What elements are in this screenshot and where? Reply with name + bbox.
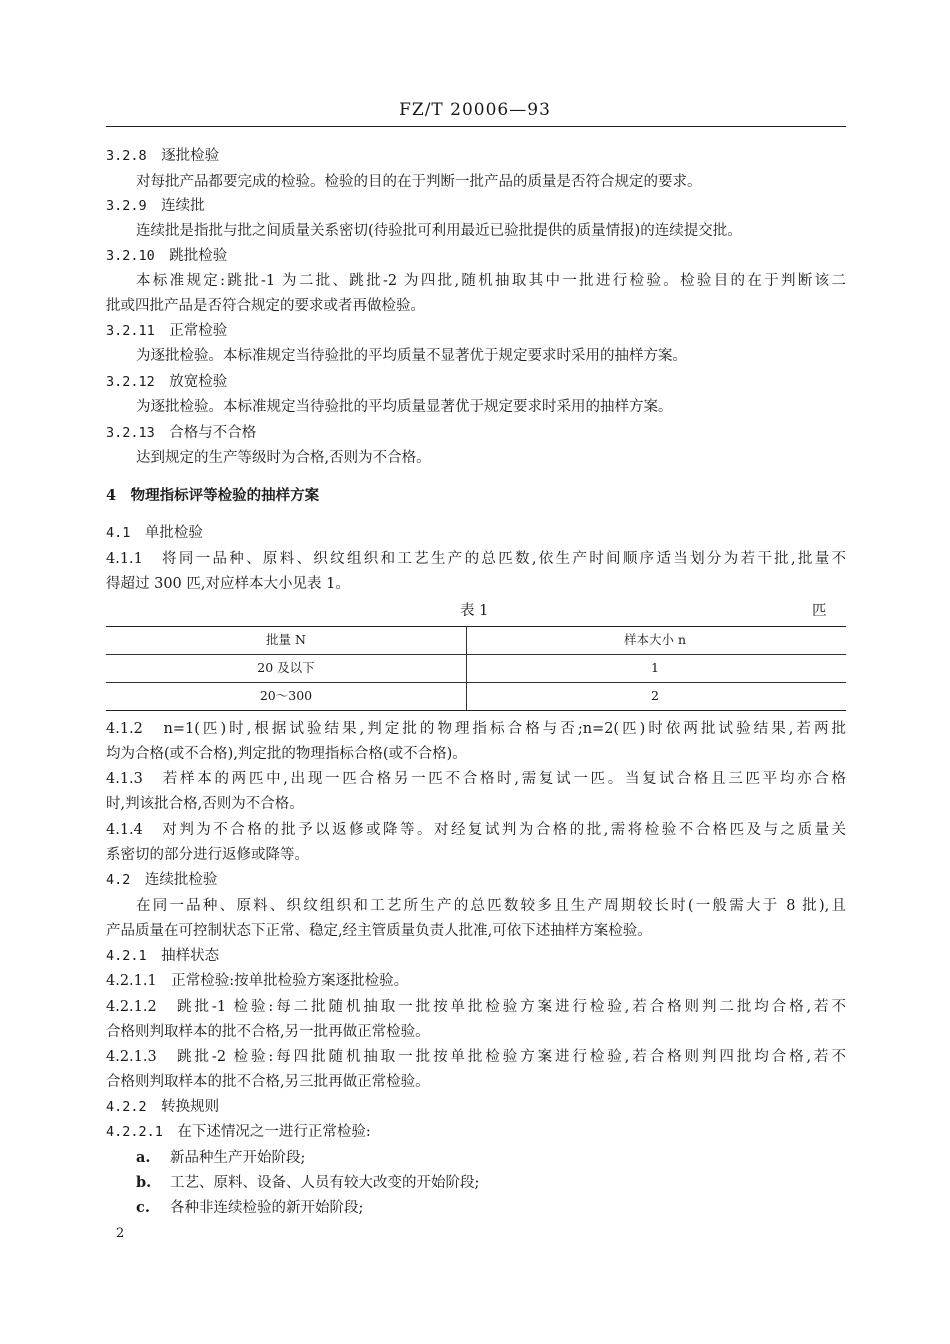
table-cell: 20 及以下 <box>257 660 315 675</box>
section-4-1-2-line1: 4.1.2 n=1(匹)时,根据试验结果,判定批的物理指标合格与否;n=2(匹)时依两批试验结果,若两批 <box>106 721 846 737</box>
table-header-sample-size: 样本大小 n <box>623 632 687 647</box>
section-4-1-2-line2: 均为合格(或不合格),判定批的物理指标合格(或不合格)。 <box>106 746 467 762</box>
section-3-2-9-body: 连续批是指批与批之间质量关系密切(待验批可利用最近已验批提供的质量情报)的连续提交批。 <box>136 223 742 239</box>
section-4-1-1-line1: 4.1.1 将同一品种、原料、织纹组织和工艺生产的总匹数,依生产时间顺序适当划分为若干批,批量不 <box>106 551 846 567</box>
section-3-2-12-body: 为逐批检验。本标准规定当待验批的平均质量显著优于规定要求时采用的抽样方案。 <box>136 399 673 415</box>
list-item-text: 新品种生产开始阶段; <box>170 1150 306 1166</box>
table-unit: 匹 <box>812 603 827 619</box>
section-4-2-1-2-line2: 合格则判取样本的批不合格,另一批再做正常检验。 <box>106 1024 430 1040</box>
section-4-2-1-1-line1: 4.2.1.1 正常检验:按单批检验方案逐批检验。 <box>106 973 409 989</box>
section-4-2-2-heading: 4.2.2 转换规则 <box>106 1099 220 1115</box>
section-3-2-11-heading: 3.2.11 正常检验 <box>106 323 228 339</box>
table-top-rule <box>106 626 846 627</box>
section-4-2-1-3-line1: 4.2.1.3 跳批-2 检验:每四批随机抽取一批按单批检验方案进行检验,若合格则判四批均合格,若不 <box>106 1049 846 1065</box>
list-item-label: a. <box>136 1149 151 1166</box>
list-item-label: b. <box>136 1174 152 1191</box>
section-3-2-9-heading: 3.2.9 连续批 <box>106 198 205 214</box>
section-3-2-13-heading: 3.2.13 合格与不合格 <box>106 425 257 441</box>
table-cell: 20～300 <box>259 688 313 703</box>
section-3-2-10-body-line2: 批或四批产品是否符合规定的要求或者再做检验。 <box>106 298 425 314</box>
table-column-divider <box>466 626 467 710</box>
section-3-2-8-body: 对每批产品都要完成的检验。检验的目的在于判断一批产品的质量是否符合规定的要求。 <box>136 174 702 190</box>
section-3-2-10-body-line1: 本标准规定:跳批-1 为二批、跳批-2 为四批,随机抽取其中一批进行检验。检验目的在于判断该二 <box>136 273 846 289</box>
section-4-2-1-2-line1: 4.2.1.2 跳批-1 检验:每二批随机抽取一批按单批检验方案进行检验,若合格则判二批均合格,若不 <box>106 999 846 1015</box>
section-4-2-2-1-heading: 4.2.2.1 在下述情况之一进行正常检验: <box>106 1124 371 1140</box>
section-3-2-8-heading: 3.2.8 逐批检验 <box>106 148 220 164</box>
page-number: 2 <box>116 1226 125 1241</box>
table-caption: 表 1 <box>460 603 489 619</box>
section-4-1-4-line2: 系密切的部分进行返修或降等。 <box>106 847 309 863</box>
section-3-2-10-heading: 3.2.10 跳批检验 <box>106 248 228 264</box>
section-4-2-1-3-line2: 合格则判取样本的批不合格,另三批再做正常检验。 <box>106 1074 430 1090</box>
section-4-1-1-line2: 得超过 300 匹,对应样本大小见表 1。 <box>106 576 350 592</box>
table-bottom-rule <box>106 710 846 711</box>
section-4-1-3-line2: 时,判该批合格,否则为不合格。 <box>106 796 304 812</box>
list-item-text: 工艺、原料、设备、人员有较大改变的开始阶段; <box>170 1175 480 1191</box>
table-cell: 2 <box>651 688 659 703</box>
section-4-2-line2: 产品质量在可控制状态下正常、稳定,经主管质量负责人批准,可依下述抽样方案检验。 <box>106 923 652 939</box>
list-item-label: c. <box>136 1199 150 1216</box>
standard-header: FZ/T 20006—93 <box>399 100 551 120</box>
section-3-2-13-body: 达到规定的生产等级时为合格,否则为不合格。 <box>136 450 431 466</box>
section-4-1-heading: 4.1 单批检验 <box>106 525 203 541</box>
section-4-2-line1: 在同一品种、原料、织纹组织和工艺所生产的总匹数较多且生产周期较长时(一般需大于 8 批),且 <box>136 898 846 914</box>
table-header-batch-size: 批量 N <box>266 632 306 647</box>
section-3-2-11-body: 为逐批检验。本标准规定当待验批的平均质量不显著优于规定要求时采用的抽样方案。 <box>136 348 687 364</box>
header-rule <box>106 126 846 127</box>
section-4-heading: 4 物理指标评等检验的抽样方案 <box>106 487 320 504</box>
section-4-2-1-heading: 4.2.1 抽样状态 <box>106 948 220 964</box>
table-header-rule <box>106 654 846 655</box>
section-4-1-3-line1: 4.1.3 若样本的两匹中,出现一匹合格另一匹不合格时,需复试一匹。当复试合格且三匹平均亦合格 <box>106 771 846 787</box>
table-row-rule <box>106 682 846 683</box>
section-3-2-12-heading: 3.2.12 放宽检验 <box>106 374 228 390</box>
section-4-2-heading: 4.2 连续批检验 <box>106 872 218 888</box>
section-4-1-4-line1: 4.1.4 对判为不合格的批予以返修或降等。对经复试判为合格的批,需将检验不合格匹及与之质量关 <box>106 822 846 838</box>
table-cell: 1 <box>651 660 659 675</box>
list-item-text: 各种非连续检验的新开始阶段; <box>170 1200 364 1216</box>
